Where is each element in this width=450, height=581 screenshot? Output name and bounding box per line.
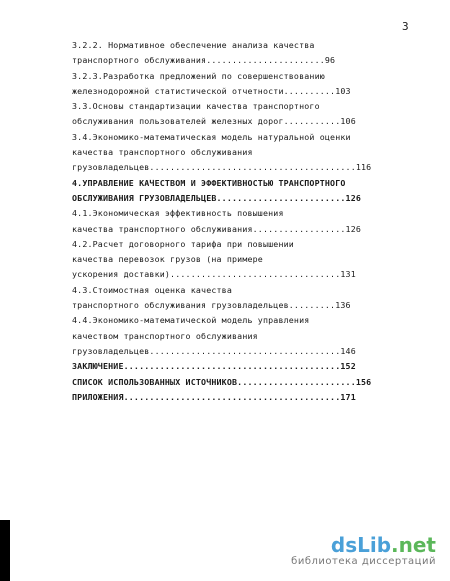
toc-line: 4.1.Экономическая эффективность повышения — [72, 208, 284, 219]
toc-line: 3.3.Основы стандартизации качества транспортного — [72, 101, 320, 112]
toc-line: 3.2.3.Разработка предложений по совершенствованию — [72, 70, 325, 81]
watermark-logo-net: .net — [391, 533, 436, 557]
toc-line: транспортного обслуживания.......................96 — [72, 55, 336, 66]
toc-line: СПИСОК ИСПОЛЬЗОВАННЫХ ИСТОЧНИКОВ.......................156 — [72, 376, 372, 387]
watermark-logo-lib: Lib — [357, 533, 392, 557]
scan-edge — [0, 520, 10, 581]
watermark — [291, 534, 436, 567]
toc-line: 3.4.Экономико-математическая модель натуральной оценки — [72, 131, 351, 142]
toc-line: 4.2.Расчет договорного тарифа при повышении — [72, 238, 294, 249]
toc-line: обслуживания пользователей железных дорог...........106 — [72, 116, 356, 127]
toc-line: грузовладельцев........................................116 — [72, 162, 372, 173]
toc-line: 4.3.Стоимостная оценка качества — [72, 284, 232, 295]
toc-line: качества транспортного обслуживания..................126 — [72, 223, 362, 234]
watermark-logo-ds: ds — [330, 533, 358, 557]
toc-line: качеством транспортного обслуживания — [72, 330, 258, 341]
toc-line: ОБСЛУЖИВАНИЯ ГРУЗОВЛАДЕЛЬЦЕВ.........................126 — [72, 192, 362, 203]
toc-line: транспортного обслуживания грузовладельцев.........136 — [72, 300, 351, 311]
toc-line: 4.4.Экономико-математической модель управления — [72, 315, 310, 326]
toc-line: 4.УПРАВЛЕНИЕ КАЧЕСТВОМ И ЭФФЕКТИВНОСТЬЮ ТРАНСПОРТНОГО — [72, 177, 346, 188]
toc-line: железнодорожной статистической отчетности..........103 — [72, 85, 351, 96]
toc-line: 3.2.2. Нормативное обеспечение анализа качества — [72, 40, 315, 50]
toc-line: грузовладельцев.....................................146 — [72, 345, 356, 356]
watermark-logo — [291, 534, 436, 556]
toc-line: качества транспортного обслуживания — [72, 147, 253, 158]
page-number: 3 — [402, 20, 409, 33]
toc-line: ускорения доставки).................................131 — [72, 269, 356, 280]
toc-line: качества перевозок грузов (на примере — [72, 254, 263, 265]
table-of-contents — [72, 38, 412, 405]
toc-line: ПРИЛОЖЕНИЯ..........................................171 — [72, 391, 356, 402]
watermark-subtitle: библиотека диссертаций — [291, 556, 436, 567]
toc-line: ЗАКЛЮЧЕНИЕ..........................................152 — [72, 361, 356, 372]
